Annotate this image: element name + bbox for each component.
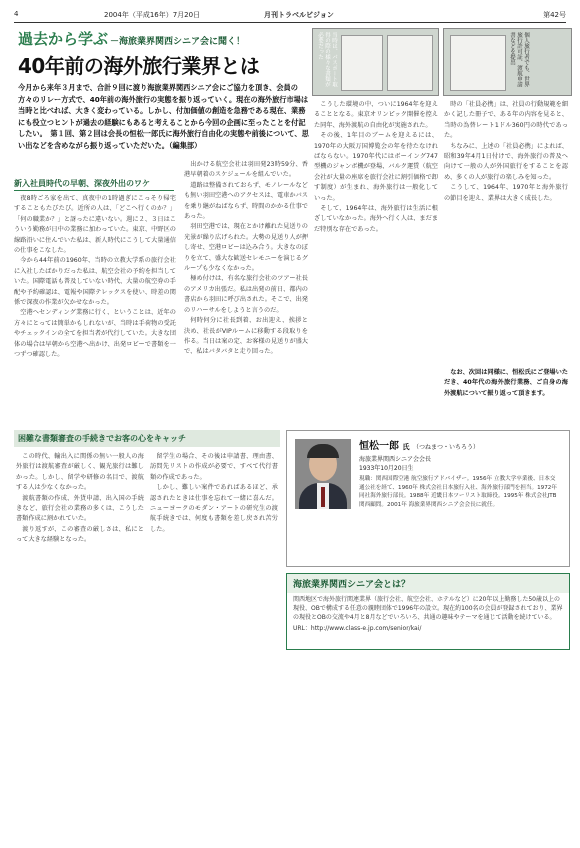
photo-caption: 個人旅行者でも、世界旅行許可証、渡航申請書などを提出 bbox=[509, 32, 529, 87]
info-title: 海旅業界関西シニア会とは？ bbox=[287, 574, 569, 593]
section1-column-2 bbox=[184, 160, 308, 425]
document-image bbox=[387, 35, 433, 91]
info-url-line bbox=[287, 624, 569, 635]
photo-travel-permits bbox=[443, 28, 572, 96]
section1-column-3 bbox=[314, 100, 438, 425]
paragraph: 空港へセンディング業務に行く、ということは、近年の方々にとっては簡単かもしれないが、当時は手荷物の受託やチェックインの全てを担当者が代行していた。大きな団体の場合は早朝から空港へ出かけ、出発ロビーで書類を一つずつ確認した。 bbox=[14, 309, 176, 359]
paragraph: そして、1964年は、海外旅行は生活に根ざしていなかった。海外へ行く人は、まだまだ特別な存在であった。 bbox=[314, 205, 438, 233]
paragraph: しかし、難しい案件であればあるほど、承認されたときは仕事を忘れて一緒に喜んだ。ニューヨークのモダン・アートの研究生の渡航手続きでは、何度も書類を差し戻され苦労した。 bbox=[150, 484, 278, 533]
series-subtitle: －海旅業界関西シニア会に聞く！ bbox=[110, 37, 246, 47]
paragraph: 出かける航空会社は羽田発23時59分、香港早朝着のスケジュールを組んでいた。 bbox=[184, 161, 308, 179]
paragraph: 羽田空港では、現在とかけ離れた見送りの光景が繰り広げられた。大勢の見送り人が押し寄せ、空港ロビーは込み合う。大きなのぼりを立て、盛大な歓送セレモニーを演じるグループも少なくなかった。 bbox=[184, 223, 308, 273]
article-lead: 今月から来年３月まで、合計９回に渡り海旅業界関西シニア会にご協力を頂き、会員の方々のリレー方式で、40年前の海外旅行の実態を振り返っていく。現在の海外旅行市場は当時と比べれば、大きく変わっている。しかし、付加価値の創造を急務である現在、業務にも役立つヒントが過去の経験にもあると考えることから今回の企画に至ったことを付記したい。 第１回、第２回は会長の恒松一郎氏に海外旅行自由化の実態や前後について、思い出などを含めながら振り返っていただいた。（編集部） bbox=[18, 83, 309, 150]
profile-box bbox=[286, 430, 570, 567]
profile-reading: （つねまつ・いちろう） bbox=[412, 444, 479, 451]
paragraph: 渡航書類の作成、外貨申請、出入国の手続きなど、旅行会社の業務の多くは、こうした書類作成に割かれていた。 bbox=[16, 494, 144, 523]
article-headline: 40年前の海外旅行業界とは bbox=[18, 54, 260, 78]
section-title: 新入社員時代の早朝、深夜外出のワケ bbox=[14, 178, 174, 191]
profile-affiliation: 海旅業界関西シニア会会長 bbox=[359, 456, 432, 463]
association-info-box bbox=[286, 573, 570, 650]
document-photos bbox=[312, 28, 570, 94]
paragraph: 何時何分に社長到着、お出迎え、挨拶と決め、社長がVIPルームに移動する段取りを作る。当日は案の定、お客様の見送りが盛大で、私はバタバタと走り回った。 bbox=[184, 317, 308, 356]
publication-name: 月刊トラベルビジョン bbox=[264, 11, 334, 19]
section2-column-2 bbox=[150, 452, 278, 594]
paragraph: なお、次回は同様に、恒松氏にご登場いただき、40年代の海外旅行業務、ご自身の海外渡航について振り返って頂きます。 bbox=[444, 369, 568, 397]
page-header bbox=[14, 10, 566, 23]
info-body: 関西地区で海外旅行関連業界（旅行会社、航空会社、ホテルなど）に20年以上勤務した50歳以上の現役、OBで構成する任意の親睦団体で1996年の設立。現在約100名の会員が登録されており、業界の現役とOBの交流や4月と8月などでいろいろ、共通の趣味やテーマを通じて活動を続けている。 bbox=[293, 596, 563, 621]
portrait-hair bbox=[307, 444, 339, 458]
document-image bbox=[341, 35, 383, 91]
paragraph: 今から44年前の1960年、当時の立教大学系の旅行会社に入社したばかりだった私は、航空会社の予約を担当していた。国際電話も普及していない時代、大量の航空券の手配や予約確認は、電報や国際テレックスを使い、時差の関係で深夜の作業が欠かせなかった。 bbox=[14, 257, 176, 307]
profile-bio: 現職：関西国際空港 航空旅行アドバイザー。1956年 立教大学卒業後、日本交通公社を経て、1960年 株式会社日本旅行入社、海外旅行部門を担当。1972年 同社海外旅行部長。1988年 近畿日本ツーリスト取締役。1995年 株式会社JTB関西顧問。2001年 海旅業界関西シニア会会長に就任。 bbox=[359, 476, 557, 508]
section2 bbox=[14, 430, 280, 595]
section1-heading bbox=[14, 178, 174, 191]
section1-column-1 bbox=[14, 194, 176, 424]
issue-date: 2004年（平成16年）7月20日 bbox=[104, 11, 201, 19]
info-url-link[interactable]: http://www.class-e.jp.com/senior/kai/ bbox=[310, 625, 422, 632]
photo-caption: 当時は、パスポート取得の際の様々な書類が必要だった bbox=[317, 32, 337, 87]
paragraph: 留学生の場合、その後は申請書、理由書、訪問先リストの作成が必要で、すべて代行書類の作成であった。 bbox=[150, 453, 278, 481]
paragraph: こうして、1964年、1970年と海外旅行の節目を迎え、業界は大きく成長した。 bbox=[444, 184, 568, 202]
profile-born: 1933年10月20日生 bbox=[359, 465, 414, 472]
paragraph: この時代、輸出入に関係の無い一般人の海外旅行は渡航審査が厳しく、観光旅行は難しかった。しかし、留学や研修の名目で、渡航する人は少なくなかった。 bbox=[16, 453, 144, 492]
profile-name: 恒松一郎 bbox=[359, 441, 399, 452]
info-url-label: URL： bbox=[293, 625, 311, 632]
issue-number: 第42号 bbox=[543, 11, 566, 19]
paragraph: ちなみに、上述の「社員必携」によれば、昭和39年4月1日付けで、海外旅行の普及へ向けて一般の人が外国旅行をすることを認め、多くの人が旅行の楽しみを知った。 bbox=[444, 142, 568, 181]
paragraph: 道路は整備されておらず、モノレールなども無い羽田空港へのアクセスは、電車かバスを乗り継がねばならず、時間のかかる仕事であった。 bbox=[184, 181, 308, 221]
portrait-photo bbox=[295, 439, 351, 509]
paragraph: 時の「社員必携」は、社員の行動規範を細かく記した冊子で、ある年の内容を見ると、当時の為替レート1ドル360円の時代であった。 bbox=[444, 101, 568, 140]
profile-suffix: 氏 bbox=[402, 443, 410, 451]
section2-column-1 bbox=[16, 452, 144, 594]
series-kicker bbox=[18, 28, 308, 48]
profile-name-line bbox=[359, 437, 561, 452]
paragraph: 夜8時ごろ家を出て、真夜中の1時過ぎにこっそり帰宅することもたびたび。近所の人は、「どこへ行くのか？」「何の職業か？」と訝ったに違いない。週に２、３日はこういう勤務が日中の業務に加わっていた。東京、中野区の線路沿いに住んでいた私は、新人時代にこうして大量通信の仕事をこなした。 bbox=[14, 195, 176, 255]
next-issue-note bbox=[444, 368, 568, 426]
paragraph: 極め付けは、有名な旅行会社のツアー社長のアメリカ出張だ。私は出発の前日、都内の書店から羽田に呼び出された。そこで、出発のリハーサルをしようと言うのだ。 bbox=[184, 275, 308, 314]
document-image bbox=[450, 35, 506, 91]
paragraph: その後、1年目のブームを迎えるには、1970年の大阪万国博覧会の年を待たなければならない。1970年代にはボーイング747型機のジャンボ機が登場、バルク運賃（航空会社が大量の座席を旅行会社に割引価格で卸す制度）が生まれ、海外旅行は一般化していった。 bbox=[314, 132, 438, 202]
section1-column-4 bbox=[444, 100, 568, 360]
section2-title: 困難な書類審査の手続きでお客の心をキャッチ bbox=[14, 430, 280, 447]
page-number: 4 bbox=[14, 10, 19, 18]
portrait-tie bbox=[321, 487, 325, 507]
photo-passport-documents bbox=[312, 28, 439, 96]
paragraph: こうした環境の中、ついに1964年を迎えることとなる。東京オリンピック開催を控えた同年、海外渡航の自由化が実施された。 bbox=[314, 101, 438, 129]
paragraph: 渡り返すが、この審査の厳しさは、私にとって大きな経験となった。 bbox=[16, 525, 144, 544]
series-title: 過去から学ぶ bbox=[18, 30, 109, 48]
profile-text bbox=[359, 437, 561, 509]
